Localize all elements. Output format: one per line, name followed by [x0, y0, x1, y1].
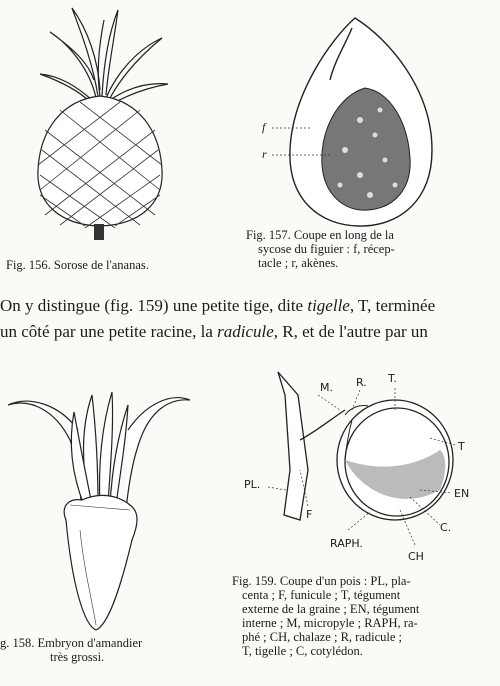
- label-RAPH: RAPH.: [330, 537, 363, 550]
- fig158-caption-line2: très grossi.: [50, 650, 105, 664]
- fig159-caption-line5: phé ; CH, chalaze ; R, radicule ;: [242, 630, 403, 644]
- label-T-top: T.: [388, 372, 397, 385]
- term-tigelle: tigelle: [307, 296, 350, 315]
- fig157-caption-line2: sycose du figuier : f, récep-: [258, 242, 395, 256]
- fig157-caption-line3: tacle ; r, akènes.: [258, 256, 339, 270]
- fig159-caption-line2: centa ; F, funicule ; T, tégument: [242, 588, 401, 602]
- fig159-caption-line1: Fig. 159. Coupe d'un pois : PL, pla-: [232, 574, 411, 588]
- body-line1-b: , T, terminée: [349, 296, 436, 315]
- label-f: f: [262, 120, 266, 134]
- body-line1-a: On y distingue (fig. 159) une petite tige, dite: [0, 296, 308, 315]
- body-line2-a: un côté par une petite racine, la: [0, 322, 218, 341]
- label-T-right: T: [458, 440, 465, 453]
- label-CH: CH: [408, 550, 424, 563]
- fig157-caption-line1: Fig. 157. Coupe en long de la: [246, 228, 394, 242]
- term-radicule: radicule: [217, 322, 274, 341]
- fig159-caption-line4: interne ; M, micropyle ; RAPH, ra-: [242, 616, 418, 630]
- label-C: C.: [440, 521, 452, 534]
- fig159-caption: [232, 574, 498, 658]
- label-EN: EN: [454, 487, 470, 500]
- fig158-caption-line1: g. 158. Embryon d'amandier: [0, 636, 143, 650]
- label-M: M.: [320, 381, 333, 394]
- label-F: F: [306, 508, 313, 521]
- body-line2-b: , R, et de l'autre par un: [273, 322, 428, 341]
- label-r: r: [262, 147, 267, 161]
- fig159-caption-line6: T, tigelle ; C, cotylédon.: [242, 644, 363, 658]
- fig156-caption: Fig. 156. Sorose de l'ananas.: [6, 258, 149, 272]
- label-PL: PL.: [244, 478, 261, 491]
- fig159-caption-line3: externe de la graine ; EN, tégument: [242, 602, 420, 616]
- label-R: R.: [356, 376, 367, 389]
